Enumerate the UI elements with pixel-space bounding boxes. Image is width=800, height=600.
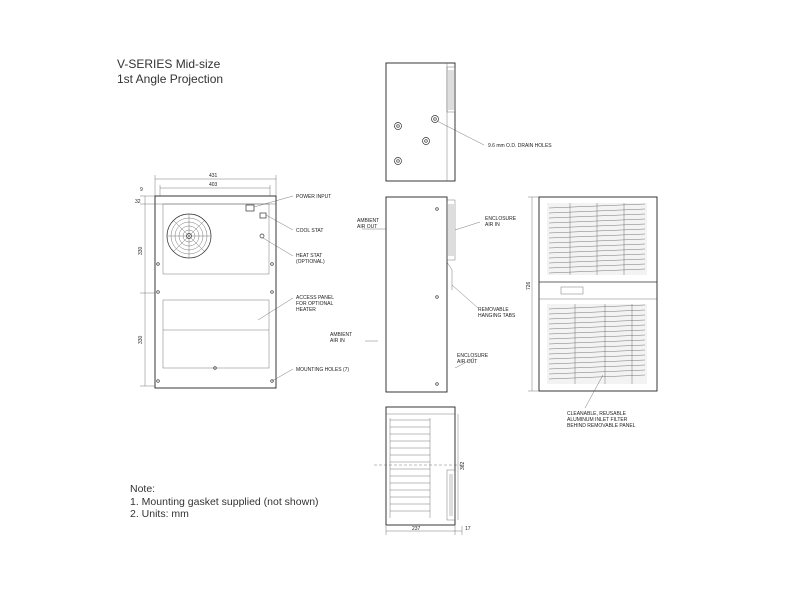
- top-view: [386, 63, 552, 181]
- dim-flange: 17: [465, 526, 471, 532]
- callout-power-input: POWER INPUT: [296, 194, 332, 200]
- dim-depth: 237: [412, 526, 421, 532]
- callout-enclosure-air-out-2: AIR OUT: [457, 359, 478, 365]
- bottom-body: [386, 407, 455, 525]
- front-view: [135, 173, 349, 388]
- top-body: [386, 63, 455, 181]
- callout-enclosure-air-out-1: ENCLOSURE: [457, 353, 489, 359]
- title-line-1: V-SERIES Mid-size: [117, 57, 221, 71]
- callout-drain-holes: 9.6 mm O.D. DRAIN HOLES: [488, 143, 552, 149]
- callout-access-panel-1: ACCESS PANEL: [296, 295, 334, 301]
- title-line-2: 1st Angle Projection: [117, 72, 224, 86]
- dim-top-hole: 32: [135, 199, 141, 205]
- callout-removable-tabs-2: HANGING TABS: [478, 313, 516, 319]
- side-view: [330, 197, 517, 392]
- note-item-2: 2. Units: mm: [130, 508, 189, 520]
- callout-heat-stat-1: HEAT STAT: [296, 253, 323, 259]
- lower-outlet-grille: [547, 304, 647, 384]
- dim-upper-span: 330: [138, 246, 144, 255]
- note-item-1: 1. Mounting gasket supplied (not shown): [130, 495, 319, 508]
- dim-inner-width: 403: [209, 182, 218, 188]
- callout-ambient-air-in-1: AMBIENT: [330, 332, 353, 338]
- bottom-view: [374, 407, 471, 535]
- fan-icon: [167, 214, 211, 258]
- rear-view: [526, 197, 657, 429]
- dim-height: 362: [460, 461, 466, 470]
- callout-cool-stat: COOL STAT: [296, 228, 324, 234]
- upper-inlet-grille: [547, 203, 647, 275]
- callout-ambient-air-out-1: AMBIENT: [357, 218, 380, 224]
- notes-heading: Note:: [130, 483, 156, 495]
- callout-enclosure-air-in-2: AIR IN: [485, 222, 500, 228]
- callout-ambient-air-in-2: AIR IN: [330, 338, 345, 344]
- front-body: [155, 196, 276, 388]
- callout-heat-stat-2: (OPTIONAL): [296, 259, 325, 265]
- dim-overall-width: 431: [209, 173, 218, 179]
- dim-rear-height: 726: [526, 281, 532, 290]
- callout-removable-tabs-1: REMOVABLE: [478, 307, 509, 313]
- dim-lower-span: 330: [138, 335, 144, 344]
- callout-access-panel-3: HEATER: [296, 307, 316, 313]
- callout-enclosure-air-in-1: ENCLOSURE: [485, 216, 517, 222]
- callout-ambient-air-out-2: AIR OUT: [357, 224, 378, 230]
- side-body: [386, 197, 447, 392]
- callout-filter-3: BEHIND REMOVABLE PANEL: [567, 423, 636, 429]
- callout-mounting-holes: MOUNTING HOLES (7): [296, 367, 350, 373]
- callout-filter-2: ALUMINUM INLET FILTER: [567, 417, 628, 423]
- callout-filter-1: CLEANABLE, REUSABLE: [567, 411, 626, 417]
- callout-access-panel-2: FOR OPTIONAL: [296, 301, 334, 307]
- dim-top-offset: 9: [140, 187, 143, 193]
